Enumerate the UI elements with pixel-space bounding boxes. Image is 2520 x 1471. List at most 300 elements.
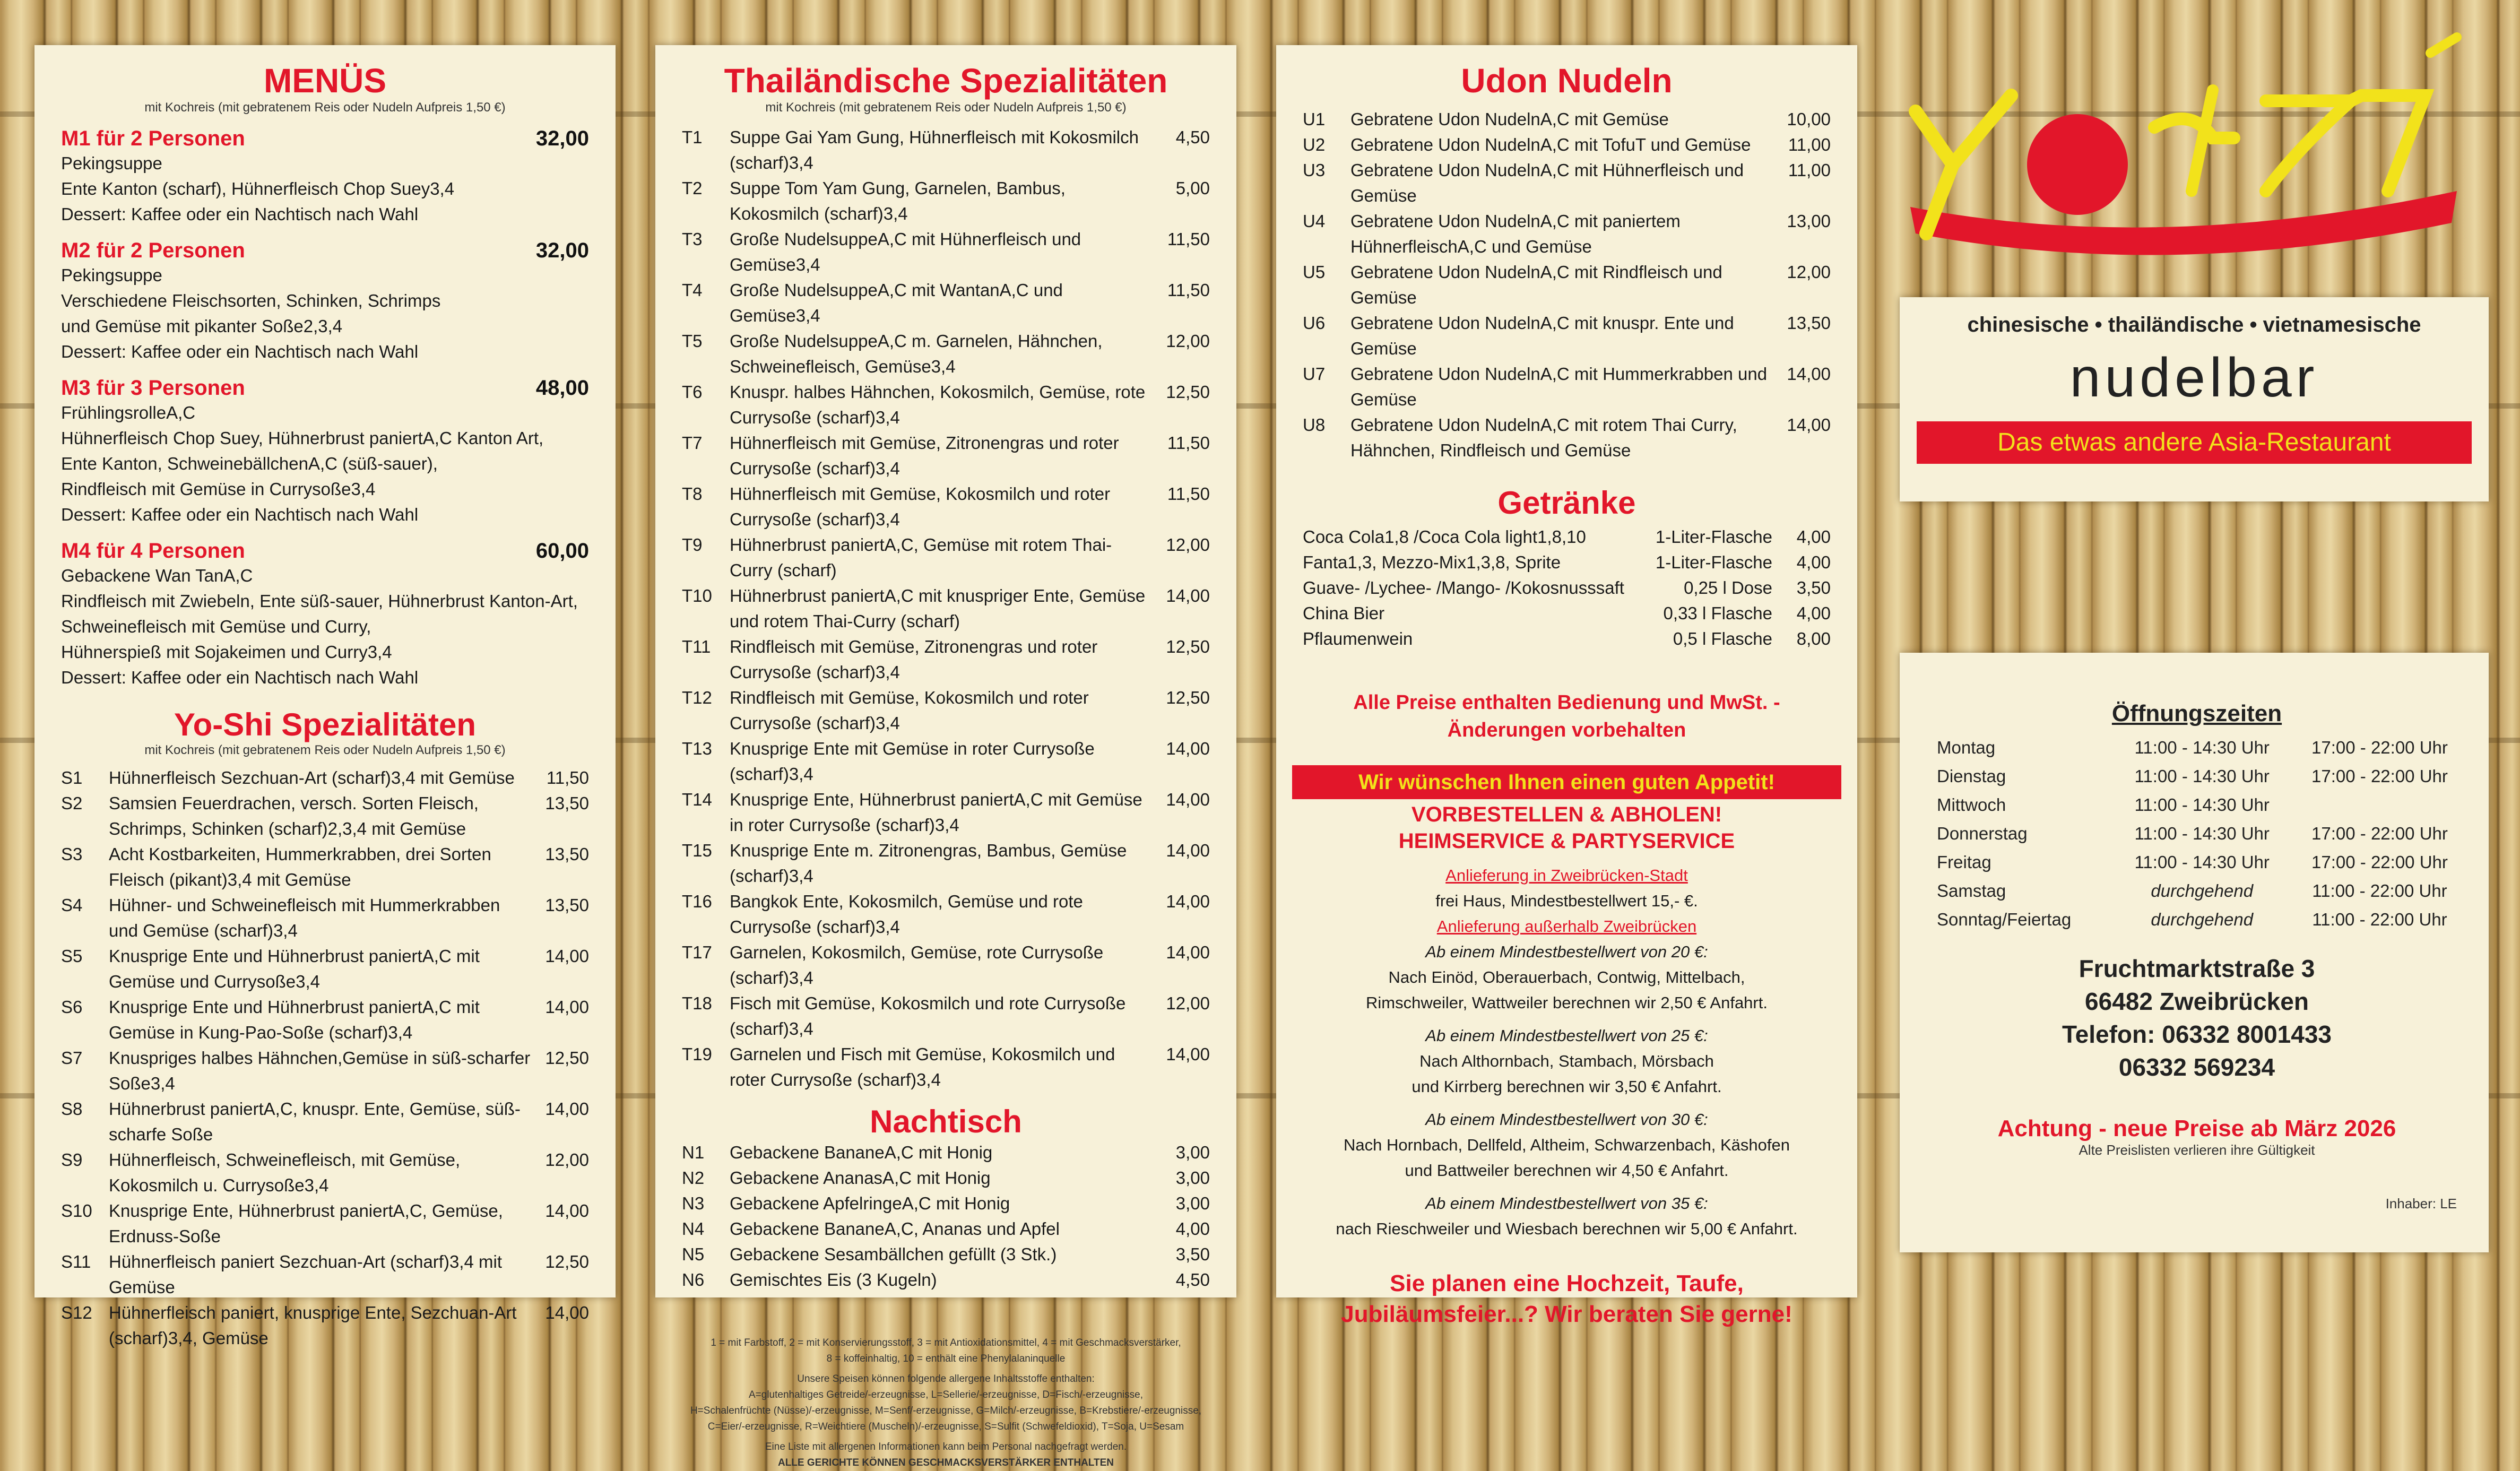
menu-line: Hühnerfleisch Chop Suey, Hühnerbrust paniertA,C Kanton Art, [61, 428, 544, 448]
item-desc: Große NudelsuppeA,C mit Hühnerfleisch und Gemüse3,4 [730, 229, 1081, 274]
hours-day: Freitag [1937, 852, 1991, 872]
menu-line: FrühlingsrolleA,C [61, 403, 196, 422]
item-price: 12,00 [1787, 262, 1831, 282]
item-code: T16 [682, 892, 712, 911]
item-code: T8 [682, 484, 703, 504]
udon-row [1303, 107, 1831, 132]
thai-row [682, 532, 1210, 583]
service-heading: HEIMSERVICE & PARTYSERVICE [1398, 829, 1735, 853]
item-price: 11,50 [1167, 229, 1210, 249]
hours-row [1937, 762, 2457, 791]
tier-head: Ab einem Mindestbestellwert von 35 €: [1425, 1194, 1708, 1213]
tier-head: Ab einem Mindestbestellwert von 20 €: [1425, 942, 1708, 961]
menu-line: Dessert: Kaffee oder ein Nachtisch nach Wahl [61, 342, 419, 361]
item-desc: Suppe Gai Yam Gung, Hühnerfleisch mit Kokosmilch (scharf)3,4 [730, 127, 1139, 172]
tier-line: Nach Hornbach, Dellfeld, Altheim, Schwarzenbach, Käshofen [1344, 1136, 1790, 1154]
item-code: S1 [61, 768, 83, 788]
menu-price: 60,00 [535, 539, 589, 563]
item-code: S11 [61, 1252, 91, 1271]
item-desc: Rindfleisch mit Gemüse, Kokosmilch und roter Currysoße (scharf)3,4 [730, 688, 1089, 733]
item-desc: Hühnerbrust paniertA,C mit knuspriger Ente, Gemüse und rotem Thai-Curry (scharf) [730, 586, 1146, 631]
menu-line: Dessert: Kaffee oder ein Nachtisch nach Wahl [61, 505, 419, 524]
thai-row [682, 583, 1210, 634]
item-code: S6 [61, 997, 83, 1017]
yoshi-row [61, 1300, 589, 1351]
item-desc: Knusprige Ente und Hühnerbrust paniertA,C mit Gemüse und Currysoße3,4 [109, 946, 480, 991]
item-code: T11 [682, 637, 711, 656]
item-price: 13,50 [545, 793, 589, 813]
footnote-line: Eine Liste mit allergenen Informationen kann beim Personal nachgefragt werden. [765, 1441, 1127, 1452]
hours-day: Montag [1937, 738, 1996, 757]
item-price: 14,00 [545, 1303, 589, 1322]
menu-name: M3 für 3 Personen [61, 376, 245, 400]
menu-line: Rindfleisch mit Zwiebeln, Ente süß-sauer, Hühnerbrust Kanton-Art, [61, 591, 578, 611]
drink-name: China Bier [1303, 603, 1385, 623]
item-price: 3,00 [1175, 1168, 1210, 1188]
footnote-line: ALLE GERICHTE KÖNNEN GESCHMACKSVERSTÄRKER ENTHALTEN [777, 1457, 1114, 1468]
tier-head: Ab einem Mindestbestellwert von 25 €: [1425, 1026, 1708, 1045]
menu-heading [61, 239, 589, 263]
item-desc: Samsien Feuerdrachen, versch. Sorten Fleisch, Schrimps, Schinken (scharf)2,3,4 mit Gemüse [109, 793, 479, 838]
hours-a: 11:00 - 14:30 Uhr [2134, 824, 2270, 843]
brand-logo [1894, 32, 2489, 287]
party-note [1303, 1268, 1831, 1330]
panel-menus [34, 45, 616, 1348]
yoshi-row [61, 1249, 589, 1300]
footnote-line: H=Schalenfrüchte (Nüsse)/-erzeugnisse, M=Senf/-erzeugnisse, G=Milch/-erzeugnisse, B=Krebstiere/-erzeugnisse, [690, 1405, 1202, 1416]
item-code: T13 [682, 739, 712, 758]
footnote-line: C=Eier/-erzeugnisse, R=Weichtiere (Muscheln)/-erzeugnisse, S=Sulfit (Schwefeldioxid), T=Soja, U=Sesam [707, 1421, 1184, 1432]
item-code: U8 [1303, 415, 1326, 435]
item-price: 14,00 [545, 946, 589, 966]
drink-price: 3,50 [1796, 578, 1831, 598]
item-code: S10 [61, 1201, 92, 1221]
tier-line: und Kirrberg berechnen wir 3,50 € Anfahrt. [1411, 1077, 1722, 1096]
item-price: 14,00 [1787, 364, 1831, 384]
hours-a: durchgehend [2151, 910, 2254, 929]
item-desc: Gebackene BananeA,C, Ananas und Apfel [730, 1219, 1060, 1239]
item-code: T18 [682, 993, 712, 1013]
nachtisch-title: Nachtisch [870, 1104, 1022, 1139]
item-code: T4 [682, 280, 703, 300]
item-price: 11,50 [1167, 484, 1210, 504]
drink-row [1303, 601, 1831, 626]
item-code: T15 [682, 841, 712, 860]
tier-head: Ab einem Mindestbestellwert von 30 €: [1425, 1110, 1708, 1129]
thai-row [682, 328, 1210, 379]
local-title: Anlieferung in Zweibrücken-Stadt [1445, 866, 1688, 885]
item-desc: Hühnerbrust paniertA,C, Gemüse mit rotem Thai-Curry (scharf) [730, 535, 1112, 580]
hours-row [1937, 791, 2457, 819]
menu-line: Ente Kanton, SchweinebällchenA,C (süß-sauer), [61, 454, 438, 473]
item-desc: Knuspriges halbes Hähnchen,Gemüse in süß-scharfer Soße3,4 [109, 1048, 531, 1093]
item-code: U2 [1303, 135, 1326, 154]
item-code: N2 [682, 1168, 705, 1188]
footnote-line: 1 = mit Farbstoff, 2 = mit Konservierungsstoff, 3 = mit Antioxidationsmittel, 4 = mit Geschmacksverstärker, [711, 1337, 1181, 1348]
owner: Inhaber: LE [2385, 1196, 2457, 1212]
service-heading: VORBESTELLEN & ABHOLEN! [1411, 803, 1722, 826]
item-desc: Suppe Tom Yam Gung, Garnelen, Bambus, Kokosmilch (scharf)3,4 [730, 178, 1066, 223]
nachtisch-row [682, 1191, 1210, 1216]
item-price: 14,00 [1166, 841, 1210, 860]
item-code: U4 [1303, 211, 1326, 231]
udon-row [1303, 132, 1831, 158]
menu-line: Verschiedene Fleischsorten, Schinken, Schrimps [61, 291, 441, 310]
item-price: 14,00 [1166, 942, 1210, 962]
hours-a: 11:00 - 14:30 Uhr [2134, 852, 2270, 872]
item-code: S7 [61, 1048, 83, 1068]
item-price: 14,00 [545, 1099, 589, 1119]
item-desc: Gebratene Udon NudelnA,C mit TofuT und Gemüse [1350, 135, 1751, 154]
nachtisch-list [682, 1140, 1210, 1293]
item-desc: Garnelen, Kokosmilch, Gemüse, rote Currysoße (scharf)3,4 [730, 942, 1104, 988]
item-code: N5 [682, 1244, 705, 1264]
getraenke-title: Getränke [1497, 485, 1636, 521]
menu-heading [61, 127, 589, 151]
address [1937, 952, 2457, 1084]
item-price: 3,00 [1175, 1193, 1210, 1213]
menu-name: M2 für 2 Personen [61, 239, 245, 262]
drink-price: 4,00 [1796, 603, 1831, 623]
item-price: 11,50 [1167, 433, 1210, 453]
city: 66482 Zweibrücken [2085, 988, 2309, 1015]
party-line: Sie planen eine Hochzeit, Taufe, [1390, 1270, 1744, 1296]
item-desc: Gebackene ApfelringeA,C mit Honig [730, 1193, 1010, 1213]
item-desc: Rindfleisch mit Gemüse, Zitronengras und roter Currysoße (scharf)3,4 [730, 637, 1098, 682]
item-code: U1 [1303, 109, 1326, 129]
item-desc: Hühnerbrust paniertA,C, knuspr. Ente, Gemüse, süß-scharfe Soße [109, 1099, 521, 1144]
drink-row [1303, 626, 1831, 652]
item-price: 11,50 [546, 768, 589, 788]
nachtisch-row [682, 1267, 1210, 1293]
item-code: N6 [682, 1270, 705, 1290]
item-code: U6 [1303, 313, 1326, 333]
menu-heading [61, 376, 589, 400]
thai-row [682, 889, 1210, 940]
hours-b: 11:00 - 22:00 Uhr [2312, 910, 2447, 929]
item-price: 4,00 [1175, 1219, 1210, 1239]
udon-row [1303, 209, 1831, 259]
item-price: 12,00 [545, 1150, 589, 1170]
hours-day: Donnerstag [1937, 824, 2028, 843]
drink-name: Pflaumenwein [1303, 629, 1413, 648]
menu-line: Ente Kanton (scharf), Hühnerfleisch Chop Suey3,4 [61, 179, 455, 198]
menu-price: 32,00 [535, 239, 589, 262]
menu-line: Schweinefleisch mit Gemüse und Curry, [61, 617, 371, 636]
drink-size: 1-Liter-Flasche [1655, 552, 1772, 572]
hours-row [1937, 733, 2457, 762]
hours-a: 11:00 - 14:30 Uhr [2134, 738, 2270, 757]
thai-title: Thailändische Spezialitäten [724, 62, 1168, 100]
thai-row [682, 787, 1210, 838]
item-price: 3,50 [1175, 1244, 1210, 1264]
hours-day: Samstag [1937, 881, 2006, 901]
item-price: 10,00 [1787, 109, 1831, 129]
drink-name: Coca Cola1,8 /Coca Cola light1,8,10 [1303, 527, 1586, 547]
panel-udon [1276, 45, 1857, 1327]
menu-line: Gebackene Wan TanA,C [61, 566, 253, 585]
item-desc: Knusprige Ente, Hühnerbrust paniertA,C mit Gemüse in roter Currysoße (scharf)3,4 [730, 790, 1142, 835]
thai-row [682, 481, 1210, 532]
menu-line: Pekingsuppe [61, 265, 162, 285]
item-desc: Bangkok Ente, Kokosmilch, Gemüse und rote Currysoße (scharf)3,4 [730, 892, 1083, 937]
brand-name: nudelbar [2069, 347, 2319, 409]
item-price: 12,00 [1166, 331, 1210, 351]
item-desc: Gebratene Udon NudelnA,C mit rotem Thai Curry, Hähnchen, Rindfleisch und Gemüse [1350, 415, 1737, 460]
drink-price: 8,00 [1796, 629, 1831, 648]
item-desc: Acht Kostbarkeiten, Hummerkrabben, drei Sorten Fleisch (pikant)3,4 mit Gemüse [109, 844, 491, 889]
item-price: 12,50 [1166, 688, 1210, 707]
item-code: T17 [682, 942, 712, 962]
thai-row [682, 634, 1210, 685]
price-notice-sub: Alte Preislisten verlieren ihre Gültigkeit [2079, 1142, 2315, 1158]
cuisines: chinesische • thailändische • vietnamesische [1967, 313, 2421, 336]
panel-thai [655, 45, 1236, 1468]
item-price: 4,50 [1175, 127, 1210, 147]
tier-line: nach Rieschweiler und Wiesbach berechnen wir 5,00 € Anfahrt. [1336, 1219, 1798, 1238]
yoshi-row [61, 842, 589, 893]
phone: Telefon: 06332 8001433 [2062, 1020, 2332, 1048]
prices-note [1303, 689, 1831, 744]
thai-row [682, 940, 1210, 991]
price-notice: Achtung - neue Preise ab März 2026 [1997, 1115, 2396, 1141]
item-desc: Knuspr. halbes Hähnchen, Kokosmilch, Gemüse, rote Currysoße (scharf)3,4 [730, 382, 1146, 427]
item-price: 12,50 [545, 1252, 589, 1271]
service-headings [1303, 801, 1831, 854]
yoshi-row [61, 1147, 589, 1198]
hours-row [1937, 819, 2457, 848]
hours-day: Mittwoch [1937, 795, 2006, 815]
hours-b: 11:00 - 22:00 Uhr [2312, 881, 2447, 901]
yoshi-note: mit Kochreis (mit gebratenem Reis oder Nudeln Aufpreis 1,50 €) [144, 743, 506, 757]
item-code: T12 [682, 688, 712, 707]
item-price: 14,00 [1787, 415, 1831, 435]
hours-day: Dienstag [1937, 766, 2006, 786]
menu-line: Dessert: Kaffee oder ein Nachtisch nach Wahl [61, 204, 419, 224]
drink-row [1303, 550, 1831, 575]
menu-line: Dessert: Kaffee oder ein Nachtisch nach Wahl [61, 668, 419, 687]
prices-note-line: Alle Preise enthalten Bedienung und MwSt. - [1353, 691, 1780, 714]
yoshi-list [61, 765, 589, 1351]
tier-line: Nach Althornbach, Stambach, Mörsbach [1419, 1052, 1714, 1070]
menu-price: 32,00 [535, 127, 589, 150]
yoshi-row [61, 791, 589, 842]
item-code: N3 [682, 1193, 705, 1213]
menus-title: MENÜS [263, 62, 387, 100]
yoshi-row [61, 1198, 589, 1249]
item-price: 12,50 [1166, 382, 1210, 402]
outside-title: Anlieferung außerhalb Zweibrücken [1436, 917, 1697, 936]
item-price: 4,50 [1175, 1270, 1210, 1290]
item-price: 5,00 [1175, 178, 1210, 198]
footnote-line: Unsere Speisen können folgende allergene Inhaltsstoffe enthalten: [797, 1373, 1095, 1385]
menu-price: 48,00 [535, 376, 589, 400]
udon-row [1303, 361, 1831, 412]
footnote-line: A=glutenhaltiges Getreide/-erzeugnisse, L=Sellerie/-erzeugnisse, D=Fisch/-erzeugnisse, [749, 1389, 1143, 1400]
hours-row [1937, 848, 2457, 877]
item-desc: Hühnerfleisch paniert, knusprige Ente, Sezchuan-Art (scharf)3,4, Gemüse [109, 1303, 517, 1348]
item-price: 14,00 [1166, 1044, 1210, 1064]
item-code: T2 [682, 178, 703, 198]
item-code: N1 [682, 1143, 705, 1162]
menu-line: und Gemüse mit pikanter Soße2,3,4 [61, 316, 343, 336]
item-desc: Knusprige Ente, Hühnerbrust paniertA,C, Gemüse, Erdnuss-Soße [109, 1201, 503, 1246]
item-price: 14,00 [1166, 739, 1210, 758]
item-price: 11,00 [1788, 160, 1831, 180]
item-desc: Hühnerfleisch paniert Sezchuan-Art (scharf)3,4 mit Gemüse [109, 1252, 502, 1297]
item-price: 14,00 [1166, 892, 1210, 911]
item-desc: Gebackene Sesambällchen gefüllt (3 Stk.) [730, 1244, 1057, 1264]
udon-row [1303, 310, 1831, 361]
thai-row [682, 1042, 1210, 1093]
item-code: T5 [682, 331, 703, 351]
footnote-line: 8 = koffeinhaltig, 10 = enthält eine Phenylalaninquelle [826, 1353, 1066, 1364]
hours-b: 17:00 - 22:00 Uhr [2311, 766, 2448, 786]
item-price: 13,50 [545, 895, 589, 915]
item-code: U7 [1303, 364, 1326, 384]
thai-list [682, 125, 1210, 1093]
menu-line: Rindfleisch mit Gemüse in Currysoße3,4 [61, 479, 376, 499]
item-desc: Große NudelsuppeA,C mit WantanA,C und Gemüse3,4 [730, 280, 1063, 325]
getraenke-list [1303, 524, 1831, 652]
hours-a: 11:00 - 14:30 Uhr [2134, 766, 2270, 786]
menu-name: M4 für 4 Personen [61, 539, 245, 563]
item-price: 13,50 [1787, 313, 1831, 333]
item-code: T19 [682, 1044, 712, 1064]
yoshi-title: Yo-Shi Spezialitäten [174, 707, 476, 742]
nachtisch-row [682, 1242, 1210, 1267]
item-desc: Knusprige Ente und Hühnerbrust paniertA,C mit Gemüse in Kung-Pao-Soße (scharf)3,4 [109, 997, 480, 1042]
thai-row [682, 379, 1210, 430]
thai-row [682, 838, 1210, 889]
thai-note: mit Kochreis (mit gebratenem Reis oder Nudeln Aufpreis 1,50 €) [765, 100, 1127, 115]
nachtisch-row [682, 1216, 1210, 1242]
hours-b [2302, 791, 2457, 819]
item-code: S3 [61, 844, 83, 864]
local-text: frei Haus, Mindestbestellwert 15,- €. [1435, 892, 1698, 910]
item-desc: Gebratene Udon NudelnA,C mit Hühnerfleisch und Gemüse [1350, 160, 1744, 205]
nachtisch-row [682, 1165, 1210, 1191]
item-desc: Fisch mit Gemüse, Kokosmilch und rote Currysoße (scharf)3,4 [730, 993, 1126, 1039]
item-desc: Gebratene Udon NudelnA,C mit Gemüse [1350, 109, 1669, 129]
hours-list [1937, 733, 2457, 934]
item-code: T6 [682, 382, 703, 402]
yoshi-row [61, 765, 589, 791]
item-desc: Hühnerfleisch Sezchuan-Art (scharf)3,4 mit Gemüse [109, 768, 515, 788]
hours-b: 17:00 - 22:00 Uhr [2311, 852, 2448, 872]
item-price: 3,00 [1175, 1143, 1210, 1162]
drink-row [1303, 524, 1831, 550]
item-code: S5 [61, 946, 83, 966]
udon-row [1303, 158, 1831, 209]
hours-title: Öffnungszeiten [2111, 700, 2282, 726]
item-code: T14 [682, 790, 712, 809]
thai-row [682, 430, 1210, 481]
item-code: U5 [1303, 262, 1326, 282]
item-price: 12,50 [545, 1048, 589, 1068]
item-code: T7 [682, 433, 703, 453]
drink-price: 4,00 [1796, 552, 1831, 572]
thai-row [682, 736, 1210, 787]
drink-row [1303, 575, 1831, 601]
drink-name: Fanta1,3, Mezzo-Mix1,3,8, Sprite [1303, 552, 1561, 572]
thai-row [682, 685, 1210, 736]
yoshi-row [61, 1045, 589, 1096]
drink-size: 0,33 l Flasche [1663, 603, 1772, 623]
drink-size: 1-Liter-Flasche [1655, 527, 1772, 547]
item-desc: Knusprige Ente m. Zitronengras, Bambus, Gemüse (scharf)3,4 [730, 841, 1127, 886]
hours-b: 17:00 - 22:00 Uhr [2311, 738, 2448, 757]
item-desc: Große NudelsuppeA,C m. Garnelen, Hähnchen, Schweinefleisch, Gemüse3,4 [730, 331, 1103, 376]
drink-size: 0,5 l Flasche [1673, 629, 1772, 648]
item-code: S12 [61, 1303, 92, 1322]
tier-line: und Battweiler berechnen wir 4,50 € Anfahrt. [1405, 1161, 1729, 1180]
item-code: T9 [682, 535, 703, 555]
tier-line: Rimschweiler, Wattweiler berechnen wir 2,50 € Anfahrt. [1366, 993, 1768, 1012]
phone: 06332 569234 [2118, 1053, 2275, 1081]
item-code: T3 [682, 229, 703, 249]
hours-b: 17:00 - 22:00 Uhr [2311, 824, 2448, 843]
party-line: Jubiläumsfeier...? Wir beraten Sie gerne! [1341, 1301, 1792, 1327]
yoshi-row [61, 944, 589, 994]
hours-day: Sonntag/Feiertag [1937, 910, 2072, 929]
yoshi-row [61, 994, 589, 1045]
item-desc: Hühnerfleisch mit Gemüse, Zitronengras und roter Currysoße (scharf)3,4 [730, 433, 1119, 478]
item-desc: Gebratene Udon NudelnA,C mit paniertem HühnerfleischA,C und Gemüse [1350, 211, 1681, 256]
item-price: 14,00 [1166, 586, 1210, 605]
appetit-banner: Wir wünschen Ihnen einen guten Appetit! [1292, 765, 1841, 799]
item-desc: Hühnerfleisch mit Gemüse, Kokosmilch und roter Currysoße (scharf)3,4 [730, 484, 1111, 529]
footnotes [682, 1335, 1210, 1471]
street: Fruchtmarktstraße 3 [2079, 955, 2315, 982]
item-price: 12,50 [1166, 637, 1210, 656]
item-desc: Gebackene BananeA,C mit Honig [730, 1143, 993, 1162]
item-code: T1 [682, 127, 703, 147]
item-price: 11,00 [1788, 135, 1831, 154]
thai-row [682, 176, 1210, 227]
hours-row [1937, 877, 2457, 905]
item-code: T10 [682, 586, 712, 605]
item-desc: Gebackene AnanasA,C mit Honig [730, 1168, 991, 1188]
yoshi-logo-icon [1894, 32, 2489, 287]
item-desc: Gebratene Udon NudelnA,C mit knuspr. Ente und Gemüse [1350, 313, 1734, 358]
tier-line: Nach Einöd, Oberauerbach, Contwig, Mittelbach, [1388, 968, 1745, 987]
hours-a: durchgehend [2151, 881, 2254, 901]
nachtisch-row [682, 1140, 1210, 1165]
drink-price: 4,00 [1796, 527, 1831, 547]
item-price: 11,50 [1167, 280, 1210, 300]
item-code: U3 [1303, 160, 1326, 180]
item-code: S4 [61, 895, 83, 915]
udon-list [1303, 107, 1831, 463]
drink-size: 0,25 l Dose [1684, 578, 1772, 598]
item-price: 14,00 [545, 997, 589, 1017]
drink-name: Guave- /Lychee- /Mango- /Kokosnusssaft [1303, 578, 1624, 598]
menu-name: M1 für 2 Personen [61, 127, 245, 150]
prices-note-line: Änderungen vorbehalten [1447, 719, 1686, 741]
menu-line: Hühnerspieß mit Sojakeimen und Curry3,4 [61, 642, 392, 662]
udon-title: Udon Nudeln [1461, 62, 1673, 100]
hours-row [1937, 905, 2457, 934]
item-desc: Gebratene Udon NudelnA,C mit Rindfleisch und Gemüse [1350, 262, 1722, 307]
item-price: 13,00 [1787, 211, 1831, 231]
item-price: 14,00 [1166, 790, 1210, 809]
yoshi-row [61, 893, 589, 944]
menu-line: Pekingsuppe [61, 153, 162, 173]
thai-row [682, 991, 1210, 1042]
item-code: N4 [682, 1219, 705, 1239]
item-desc: Garnelen und Fisch mit Gemüse, Kokosmilch und roter Currysoße (scharf)3,4 [730, 1044, 1115, 1089]
